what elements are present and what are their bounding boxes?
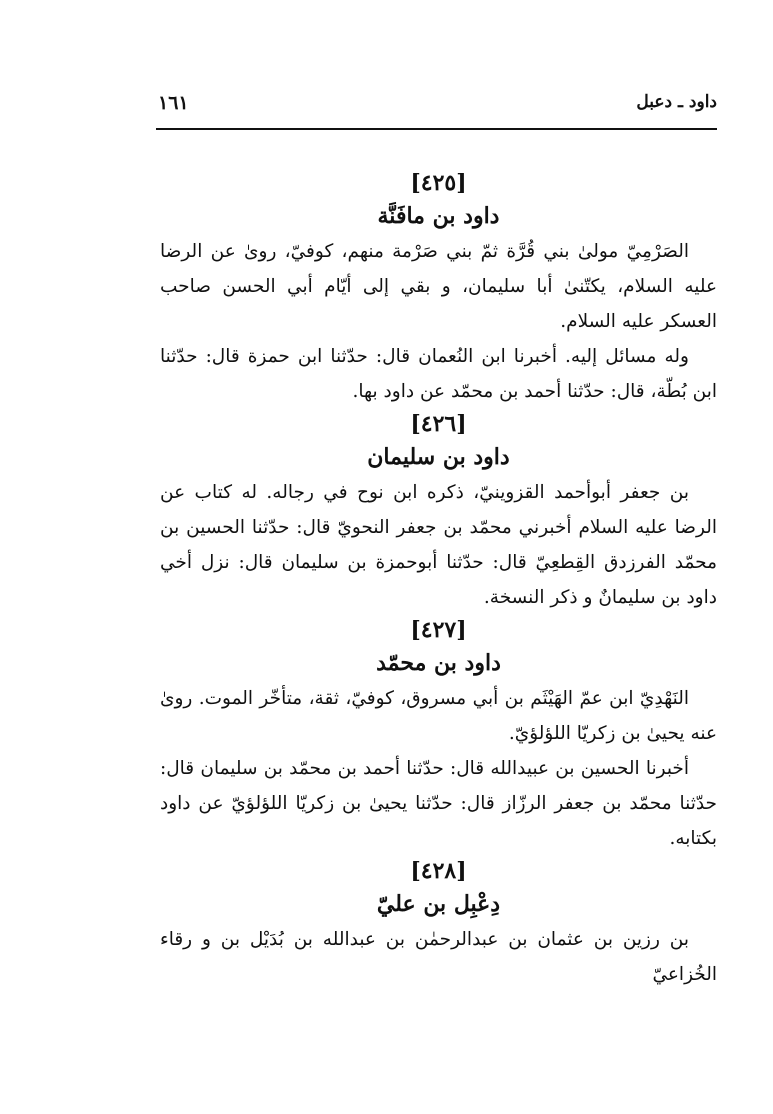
entry-426 (160, 409, 717, 615)
entry-paragraph: وله مسائل إليه. أخبرنا ابن النُعمان قال: حدّثنا ابن حمزة قال: حدّثنا ابن بُطّة، قال: حدّثنا أحمد بن محمّد عن داود بها. (160, 346, 717, 402)
entry-paragraph: الصَرْمِيّ مولىٰ بني قُرَّة ثمّ بني صَرْمة منهم، كوفيّ، روىٰ عن الرضا عليه السلام، يكتّنىٰ أبا سليمان، و بقي إلى أيّام أبي الحسن صاحب العسكر عليه السلام. (160, 241, 717, 332)
entry-425 (160, 168, 717, 409)
entry-paragraph: بن جعفر أبوأحمد القزوينيّ، ذكره ابن نوح في رجاله. له كتاب عن الرضا عليه السلام أخبرني محمّد بن جعفر النحويّ قال: حدّثنا الحسين بن محمّد الفرزدق القِطعِيّ قال: حدّثنا أبوحمزة بن سليمان قال: نزل أخي داود بن سليمانٌ و ذكر النسخة. (160, 482, 717, 608)
page-header (158, 92, 717, 126)
entry-number: [٤٢٧] (410, 617, 467, 643)
entry-428 (160, 856, 717, 992)
entry-paragraph: أخبرنا الحسين بن عبيدالله قال: حدّثنا أحمد بن محمّد بن سليمان قال: حدّثنا محمّد بن جعفر الرزّاز قال: حدّثنا يحيىٰ بن زكريّا اللؤلؤيّ عن داود بكتابه. (160, 758, 717, 849)
entry-name: دِعْبِل بن عليّ (376, 891, 501, 917)
header-divider (156, 128, 717, 130)
page-number: ١٦١ (158, 92, 189, 114)
entry-name: داود بن محمّد (376, 650, 501, 676)
entry-name: داود بن سليمان (367, 444, 510, 470)
entry-427 (160, 615, 717, 856)
entry-name: داود بن مافَنَّة (377, 203, 500, 229)
running-title: داود ـ دعبل (636, 92, 717, 112)
entry-paragraph: بن رزين بن عثمان بن عبدالرحمٰن بن عبدالله بن بُدَيْل بن و رقاء الخُزاعيّ (160, 929, 717, 985)
entry-number: [٤٢٦] (410, 411, 467, 437)
page-body (160, 168, 717, 992)
entry-paragraph: النَهْدِيّ ابن عمّ الهَيْثَم بن أبي مسروق، كوفيّ، ثقة، متأخّر الموت. روىٰ عنه يحيىٰ بن زكريّا اللؤلؤيّ. (160, 688, 717, 744)
entry-number: [٤٢٥] (410, 170, 467, 196)
entry-number: [٤٢٨] (410, 858, 467, 884)
